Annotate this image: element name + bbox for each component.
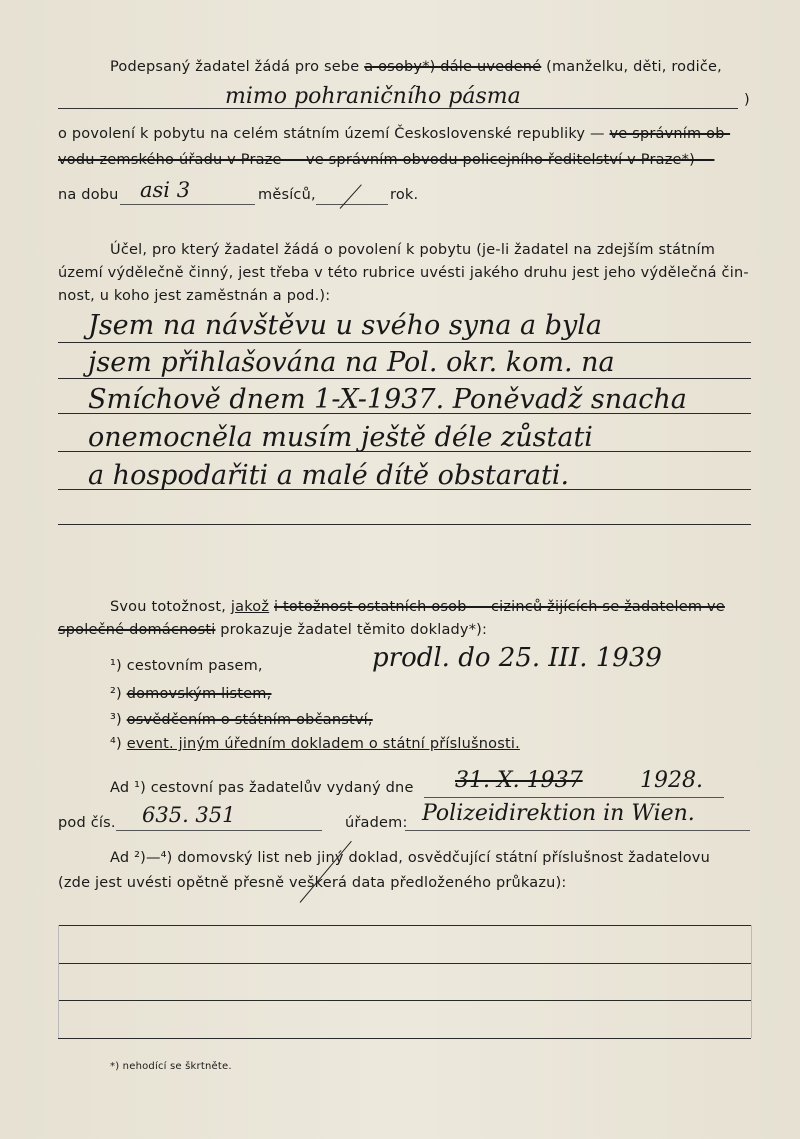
struck-persons: a osoby*) dále uvedené [364, 59, 542, 75]
doc-label-3: osvědčením o státním občanství, [126, 712, 373, 728]
passport-date-line [424, 797, 724, 798]
request-prefix: Podepsaný žadatel žádá pro sebe [110, 59, 360, 75]
doc-label-2: domovským listem, [126, 686, 272, 702]
identity-line-1 [110, 600, 725, 615]
struck-admin-district: ve správním ob- [609, 126, 731, 142]
passport-number-line [116, 830, 322, 831]
handwritten-date: 1928. [640, 768, 703, 793]
handwritten-purpose-4: onemocněla musím ještě déle zůstati [88, 422, 593, 453]
handwritten-purpose-1: Jsem na návštěvu u svého syna a byla [88, 310, 602, 341]
identity-line-2 [58, 623, 487, 638]
handwritten-border-zone: mimo pohraničního pásma [225, 84, 521, 109]
homeland-line-c [58, 1000, 751, 1001]
identity-jakoz: jakož [230, 599, 270, 615]
handwritten-purpose-2: jsem přihlašována na Pol. okr. kom. na [88, 347, 615, 378]
purpose-line-f [58, 524, 751, 525]
handwritten-authority: Polizeidirektion in Wien. [422, 801, 695, 826]
homeland-line-b [58, 963, 751, 964]
doc-label-1: cestovním pasem, [126, 658, 263, 674]
year-label: rok. [390, 187, 419, 203]
request-line-1 [110, 60, 722, 75]
homeland-right-border [751, 925, 752, 1038]
close-paren: ) [744, 92, 750, 108]
handwritten-date-struck: 31. X. 1937 [455, 768, 583, 793]
handwritten-purpose-5: a hospodařiti a malé dítě obstarati. [88, 460, 570, 491]
doc-num-1: ¹) [110, 658, 122, 674]
doc-item-3 [110, 713, 373, 728]
purpose-line-2: území výdělečně činný, jest třeba v této rubrice uvésti jakého druhu jest jeho výdělečná čin- [58, 265, 749, 281]
doc-item-2 [110, 687, 271, 702]
doc-item-1 [110, 659, 263, 674]
passport-authority-label: úřadem: [345, 815, 408, 831]
passport-issued-label: Ad ¹) cestovní pas žadatelův vydaný dne [110, 780, 414, 796]
handwritten-duration: asi 3 [140, 178, 191, 202]
handwritten-passport-number: 635. 351 [142, 803, 236, 827]
homeland-line-d [58, 1038, 751, 1039]
request-line-2 [58, 127, 730, 142]
identity-docs-label: prokazuje žadatel těmito doklady*): [220, 622, 488, 638]
duration-fill-line [120, 204, 255, 205]
homeland-left-border [58, 925, 59, 1038]
purpose-line-1: Účel, pro který žadatel žádá o povolení k pobytu (je-li žadatel na zdejším státním [110, 242, 716, 258]
struck-household: společné domácnosti [58, 622, 216, 638]
footnote: *) nehodící se škrtněte. [110, 1061, 232, 1072]
doc-num-3: ³) [110, 712, 122, 728]
passport-authority-line [405, 830, 750, 831]
homeland-line-1: Ad ²)—⁴) domovský list neb jiný doklad, osvědčující státní příslušnost žadatelovu [110, 850, 710, 866]
doc-num-2: ²) [110, 686, 122, 702]
request-territory: o povolení k pobytu na celém státním území Československé republiky — [58, 126, 605, 142]
identity-prefix: Svou totožnost, [110, 599, 227, 615]
doc-label-4: event. jiným úředním dokladem o státní příslušnosti. [126, 736, 520, 752]
passport-number-label: pod čís. [58, 815, 116, 831]
struck-other-persons: i totožnost ostatních osob — cizinců žijících se žadatelem ve [274, 599, 725, 615]
purpose-line-b [58, 378, 751, 379]
purpose-line-a [58, 342, 751, 343]
request-relatives: (manželku, děti, rodiče, [546, 59, 722, 75]
homeland-line-2: (zde jest uvésti opětně přesně veškerá data předloženého průkazu): [58, 875, 567, 891]
doc-item-4 [110, 737, 520, 752]
struck-prague-district: vodu zemského úřadu v Praze — ve správním obvodu policejního ředitelství v Praze*) — [58, 152, 715, 168]
year-slash [340, 184, 362, 208]
handwritten-purpose-3: Smíchově dnem 1-X-1937. Poněvadž snacha [88, 384, 687, 415]
year-fill-line [316, 204, 388, 205]
handwritten-extension: prodl. do 25. III. 1939 [372, 643, 662, 673]
doc-num-4: ⁴) [110, 736, 122, 752]
purpose-line-3: nost, u koho jest zaměstnán a pod.): [58, 288, 331, 304]
duration-label: na dobu [58, 187, 119, 203]
months-label: měsíců, [258, 187, 316, 203]
homeland-line-a [58, 925, 751, 926]
